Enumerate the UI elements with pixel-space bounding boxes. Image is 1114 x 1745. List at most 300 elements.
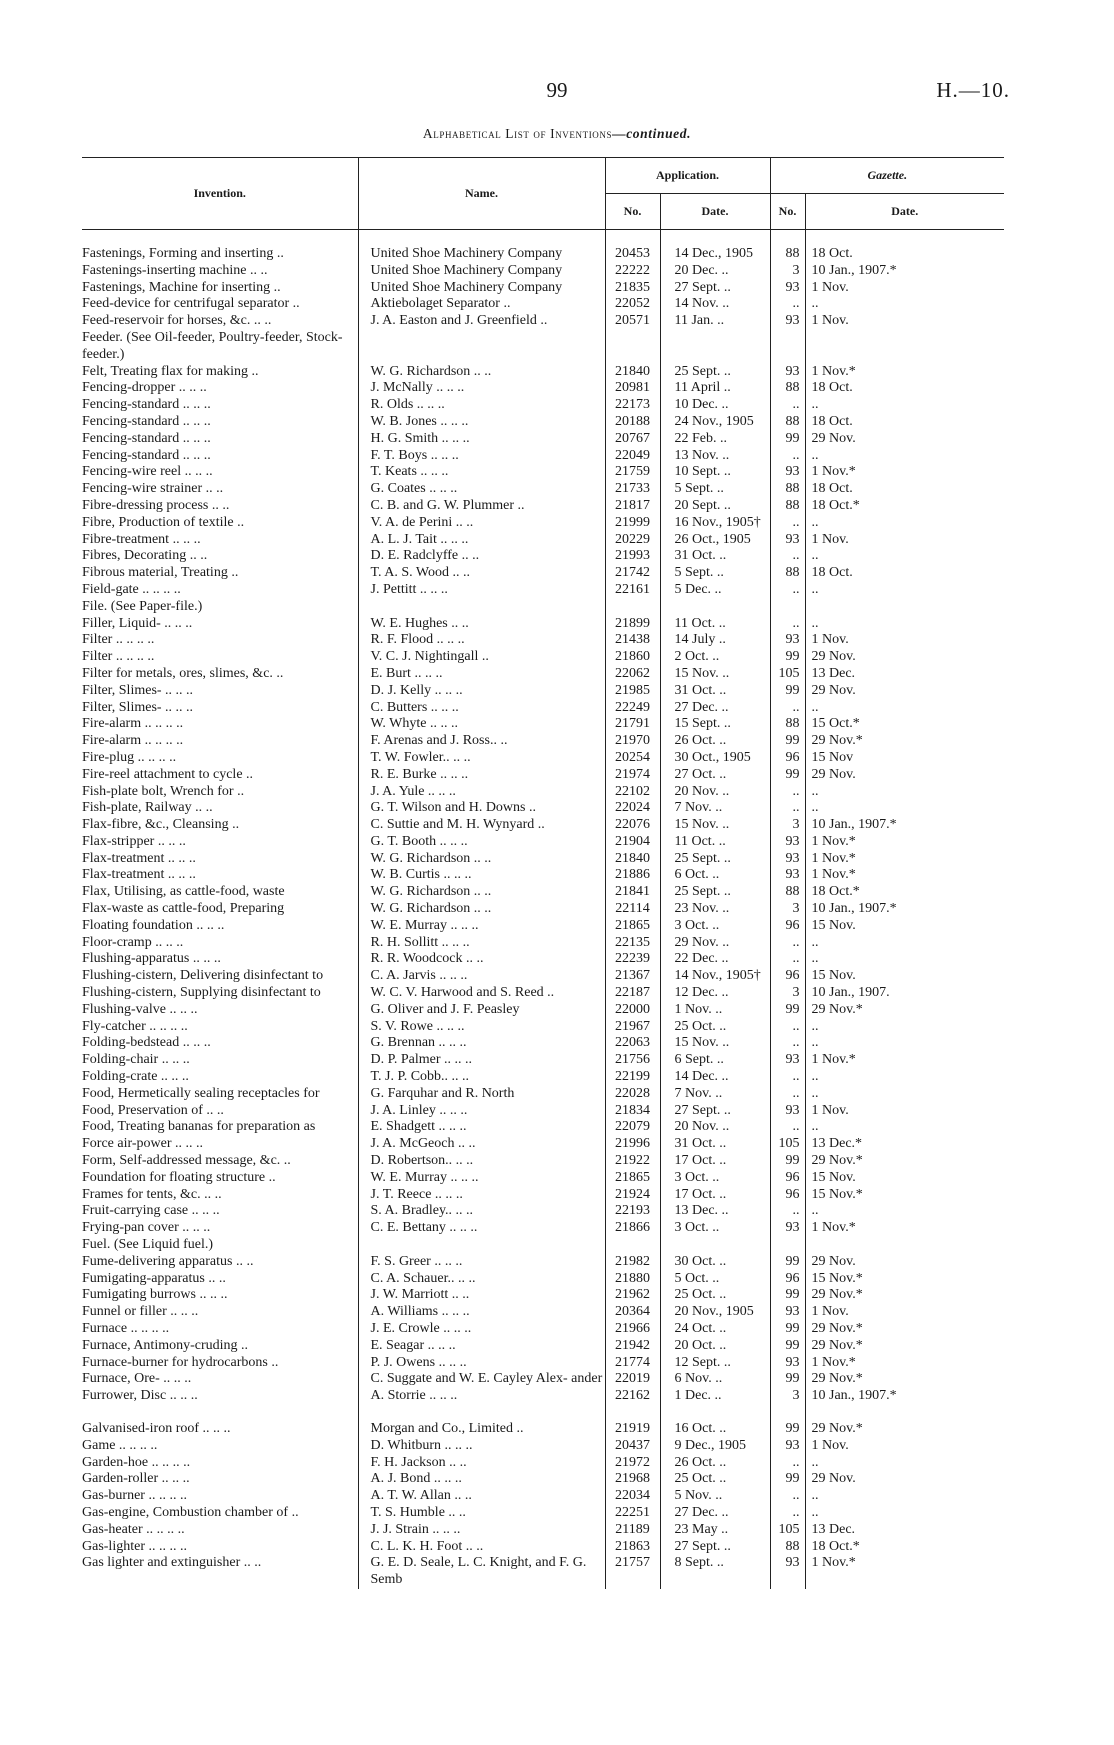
invention-cell: Fibres, Decorating .. .. xyxy=(82,548,208,564)
table-row xyxy=(82,1304,1004,1321)
name-cell: J. T. Reece .. .. .. xyxy=(358,1187,605,1204)
app-no-cell: 22019 xyxy=(605,1371,660,1388)
col-header-app-no: No. xyxy=(605,194,660,230)
app-date-cell: 14 Dec. .. xyxy=(660,1069,770,1086)
app-date-cell: 24 Nov., 1905 xyxy=(660,414,770,431)
app-no-cell: 21817 xyxy=(605,498,660,515)
table-row xyxy=(82,582,1004,599)
gazette-date-cell: 15 Nov. xyxy=(805,918,1004,935)
table-row xyxy=(82,1103,1004,1120)
invention-cell: Garden-roller .. .. .. xyxy=(82,1471,190,1487)
invention-cell: Folding-bedstead .. .. .. xyxy=(82,1035,211,1051)
app-no-cell: 22062 xyxy=(605,666,660,683)
table-row xyxy=(82,985,1004,1002)
name-cell: C. Suttie and M. H. Wynyard .. xyxy=(358,817,605,834)
table-row xyxy=(82,1237,1004,1254)
table-row xyxy=(82,1035,1004,1052)
app-date-cell: 10 Dec. .. xyxy=(660,397,770,414)
inventions-table xyxy=(82,157,1004,1589)
app-no-cell: 22239 xyxy=(605,951,660,968)
name-cell: A. L. J. Tait .. .. .. xyxy=(358,532,605,549)
gazette-date-cell: .. xyxy=(805,1069,1004,1086)
gazette-date-cell: 29 Nov. xyxy=(805,431,1004,448)
app-date-cell: 13 Nov. .. xyxy=(660,448,770,465)
table-row xyxy=(82,599,1004,616)
gazette-no-cell: .. xyxy=(770,1019,805,1036)
invention-cell: Flax-waste as cattle-food, Preparing xyxy=(82,901,285,917)
app-date-cell: 12 Dec. .. xyxy=(660,985,770,1002)
gazette-date-cell: .. xyxy=(805,1488,1004,1505)
page-number: 99 xyxy=(546,78,568,102)
gazette-date-cell: 29 Nov.* xyxy=(805,1421,1004,1438)
name-cell: T. J. P. Cobb.. .. .. xyxy=(358,1069,605,1086)
gazette-date-cell: 15 Nov. xyxy=(805,968,1004,985)
app-no-cell: 20767 xyxy=(605,431,660,448)
gazette-date-cell: 1 Nov. xyxy=(805,1103,1004,1120)
name-cell: G. T. Booth .. .. .. xyxy=(358,834,605,851)
invention-cell: Game .. .. .. .. xyxy=(82,1437,158,1453)
name-cell: G. Farquhar and R. North xyxy=(358,1086,605,1103)
app-no-cell: 22000 xyxy=(605,1002,660,1019)
name-cell: C. B. and G. W. Plummer .. xyxy=(358,498,605,515)
invention-cell: Fencing-standard .. .. .. xyxy=(82,413,211,429)
invention-cell: Field-gate .. .. .. .. xyxy=(82,581,181,597)
table-row xyxy=(82,481,1004,498)
gazette-no-cell: .. xyxy=(770,1119,805,1136)
gazette-date-cell: .. xyxy=(805,1035,1004,1052)
invention-cell: Feed-device for centrifugal separator .. xyxy=(82,296,300,312)
gazette-date-cell: 18 Oct. xyxy=(805,481,1004,498)
table-row xyxy=(82,313,1004,330)
gazette-date-cell: .. xyxy=(805,397,1004,414)
name-cell: R. H. Sollitt .. .. .. xyxy=(358,935,605,952)
table-row xyxy=(82,364,1004,381)
app-date-cell: 25 Sept. .. xyxy=(660,884,770,901)
table-row xyxy=(82,884,1004,901)
app-date-cell: 31 Oct. .. xyxy=(660,548,770,565)
table-row xyxy=(82,414,1004,431)
app-date-cell: 25 Oct. .. xyxy=(660,1019,770,1036)
app-no-cell: 21835 xyxy=(605,280,660,297)
invention-cell: Foundation for floating structure .. xyxy=(82,1169,276,1185)
name-cell: F. Arenas and J. Ross.. .. xyxy=(358,733,605,750)
table-row xyxy=(82,1019,1004,1036)
name-cell: S. A. Bradley.. .. .. xyxy=(358,1203,605,1220)
col-header-app-date: Date. xyxy=(660,194,770,230)
app-no-cell: 21968 xyxy=(605,1471,660,1488)
table-row xyxy=(82,464,1004,481)
gazette-no-cell: 96 xyxy=(770,1170,805,1187)
gazette-no-cell: 96 xyxy=(770,1271,805,1288)
name-cell: F. S. Greer .. .. .. xyxy=(358,1254,605,1271)
name-cell: R. Olds .. .. .. xyxy=(358,397,605,414)
gazette-date-cell: 29 Nov.* xyxy=(805,733,1004,750)
gazette-date-cell: 29 Nov. xyxy=(805,1471,1004,1488)
gazette-no-cell: 88 xyxy=(770,498,805,515)
gazette-date-cell: .. xyxy=(805,448,1004,465)
table-row xyxy=(82,1220,1004,1237)
invention-cell: Gas-heater .. .. .. .. xyxy=(82,1521,185,1537)
gazette-no-cell: 99 xyxy=(770,733,805,750)
app-date-cell: 22 Feb. .. xyxy=(660,431,770,448)
gazette-no-cell: .. xyxy=(770,1203,805,1220)
app-date-cell: 1 Dec. .. xyxy=(660,1388,770,1405)
gazette-date-cell: 15 Oct.* xyxy=(805,716,1004,733)
gazette-no-cell: .. xyxy=(770,1505,805,1522)
table-row xyxy=(82,1488,1004,1505)
app-no-cell: 21967 xyxy=(605,1019,660,1036)
gazette-no-cell: .. xyxy=(770,616,805,633)
gazette-date-cell: 1 Nov. xyxy=(805,1304,1004,1321)
app-no-cell: 21886 xyxy=(605,867,660,884)
col-header-gaz-date: Date. xyxy=(805,194,1004,230)
gazette-date-cell: 29 Nov. xyxy=(805,683,1004,700)
invention-cell: Filler, Liquid- .. .. .. xyxy=(82,615,193,631)
gazette-date-cell: 1 Nov.* xyxy=(805,364,1004,381)
app-date-cell: 5 Sept. .. xyxy=(660,481,770,498)
app-no-cell: 21189 xyxy=(605,1522,660,1539)
name-cell: United Shoe Machinery Company xyxy=(358,263,605,280)
app-date-cell: 6 Sept. .. xyxy=(660,1052,770,1069)
table-row xyxy=(82,498,1004,515)
gazette-no-cell: 88 xyxy=(770,884,805,901)
gazette-date-cell: 15 Nov.* xyxy=(805,1271,1004,1288)
name-cell: V. A. de Perini .. .. xyxy=(358,515,605,532)
gazette-no-cell: 105 xyxy=(770,1522,805,1539)
invention-cell: Feed-reservoir for horses, &c. .. .. xyxy=(82,313,272,329)
name-cell: United Shoe Machinery Company xyxy=(358,280,605,297)
name-cell: J. A. Yule .. .. .. xyxy=(358,784,605,801)
gazette-date-cell: 10 Jan., 1907. xyxy=(805,985,1004,1002)
gazette-date-cell: 1 Nov. xyxy=(805,632,1004,649)
name-cell: P. J. Owens .. .. .. xyxy=(358,1355,605,1372)
gazette-date-cell: 15 Nov xyxy=(805,750,1004,767)
table-row xyxy=(82,515,1004,532)
app-date-cell: 9 Dec., 1905 xyxy=(660,1438,770,1455)
app-date-cell: 27 Dec. .. xyxy=(660,700,770,717)
name-cell: T. W. Fowler.. .. .. xyxy=(358,750,605,767)
name-cell: A. T. W. Allan .. .. xyxy=(358,1488,605,1505)
gazette-no-cell: .. xyxy=(770,1086,805,1103)
app-date-cell: 14 Nov., 1905† xyxy=(660,968,770,985)
app-date-cell: 27 Sept. .. xyxy=(660,280,770,297)
gazette-no-cell: 99 xyxy=(770,1321,805,1338)
app-date-cell: 27 Sept. .. xyxy=(660,1103,770,1120)
name-cell: W. C. V. Harwood and S. Reed .. xyxy=(358,985,605,1002)
app-no-cell: 22049 xyxy=(605,448,660,465)
app-no-cell xyxy=(605,1237,660,1254)
gazette-no-cell: .. xyxy=(770,1069,805,1086)
gazette-no-cell: .. xyxy=(770,1455,805,1472)
gazette-no-cell: 3 xyxy=(770,263,805,280)
table-row xyxy=(82,851,1004,868)
invention-cell: Furnace, Antimony-cruding .. xyxy=(82,1337,249,1353)
gazette-date-cell: 10 Jan., 1907.* xyxy=(805,263,1004,280)
gazette-no-cell: 93 xyxy=(770,1220,805,1237)
app-no-cell: 21970 xyxy=(605,733,660,750)
table-row xyxy=(82,280,1004,297)
app-date-cell: 11 Jan. .. xyxy=(660,313,770,330)
gazette-date-cell: 29 Nov. xyxy=(805,767,1004,784)
app-date-cell: 3 Oct. .. xyxy=(660,918,770,935)
app-no-cell: 21367 xyxy=(605,968,660,985)
invention-cell: Filter for metals, ores, slimes, &c. .. xyxy=(82,665,284,681)
gazette-no-cell: 93 xyxy=(770,1052,805,1069)
name-cell xyxy=(358,330,605,364)
gazette-no-cell: 3 xyxy=(770,1388,805,1405)
app-date-cell: 5 Nov. .. xyxy=(660,1488,770,1505)
app-date-cell: 20 Oct. .. xyxy=(660,1338,770,1355)
invention-cell: Furnace .. .. .. .. xyxy=(82,1321,170,1336)
gazette-date-cell: 29 Nov.* xyxy=(805,1002,1004,1019)
name-cell: Aktiebolaget Separator .. xyxy=(358,296,605,313)
table-row xyxy=(82,532,1004,549)
gazette-no-cell: 99 xyxy=(770,1287,805,1304)
invention-cell: Gas lighter and extinguisher .. .. xyxy=(82,1555,262,1571)
app-date-cell: 25 Oct. .. xyxy=(660,1287,770,1304)
app-date-cell: 20 Nov. .. xyxy=(660,784,770,801)
gazette-no-cell: 3 xyxy=(770,817,805,834)
table-row xyxy=(82,1203,1004,1220)
app-date-cell: 5 Sept. .. xyxy=(660,565,770,582)
app-no-cell: 20571 xyxy=(605,313,660,330)
name-cell: G. E. D. Seale, L. C. Knight, and F. G. Semb xyxy=(358,1555,605,1589)
table-row xyxy=(82,784,1004,801)
gazette-no-cell: 99 xyxy=(770,1338,805,1355)
table-row xyxy=(82,800,1004,817)
invention-cell: Fibre, Production of textile .. xyxy=(82,514,245,530)
app-date-cell: 23 Nov. .. xyxy=(660,901,770,918)
name-cell: V. C. J. Nightingall .. xyxy=(358,649,605,666)
col-header-name: Name. xyxy=(358,158,605,230)
app-no-cell: 21791 xyxy=(605,716,660,733)
app-date-cell: 11 Oct. .. xyxy=(660,834,770,851)
app-no-cell: 22251 xyxy=(605,1505,660,1522)
app-no-cell: 21962 xyxy=(605,1287,660,1304)
name-cell: C. L. K. H. Foot .. .. xyxy=(358,1539,605,1556)
app-date-cell: 16 Nov., 1905† xyxy=(660,515,770,532)
app-no-cell: 22028 xyxy=(605,1086,660,1103)
gazette-no-cell: .. xyxy=(770,935,805,952)
invention-cell: Gas-burner .. .. .. .. xyxy=(82,1488,187,1504)
app-date-cell: 7 Nov. .. xyxy=(660,1086,770,1103)
app-date-cell: 7 Nov. .. xyxy=(660,800,770,817)
col-header-invention: Invention. xyxy=(82,158,358,230)
app-no-cell: 21834 xyxy=(605,1103,660,1120)
gazette-date-cell: 18 Oct. xyxy=(805,380,1004,397)
table-row xyxy=(82,1471,1004,1488)
app-date-cell: 12 Sept. .. xyxy=(660,1355,770,1372)
col-header-gazette: Gazette. xyxy=(770,158,1004,194)
invention-cell: Filter .. .. .. .. xyxy=(82,649,155,665)
table-row xyxy=(82,733,1004,750)
app-no-cell: 21860 xyxy=(605,649,660,666)
name-cell: C. A. Jarvis .. .. .. xyxy=(358,968,605,985)
app-no-cell: 21904 xyxy=(605,834,660,851)
app-no-cell: 20229 xyxy=(605,532,660,549)
gazette-no-cell: .. xyxy=(770,582,805,599)
gazette-no-cell: 99 xyxy=(770,431,805,448)
table-row xyxy=(82,1187,1004,1204)
gazette-date-cell: .. xyxy=(805,1455,1004,1472)
gazette-no-cell: 93 xyxy=(770,464,805,481)
document-reference: H.—10. xyxy=(936,78,1010,102)
invention-cell: Gas-lighter .. .. .. .. xyxy=(82,1538,187,1554)
invention-cell: Fire-reel attachment to cycle .. xyxy=(82,766,254,782)
table-row xyxy=(82,700,1004,717)
name-cell: J. J. Strain .. .. .. xyxy=(358,1522,605,1539)
gazette-date-cell: 1 Nov. xyxy=(805,280,1004,297)
app-date-cell: 14 Nov. .. xyxy=(660,296,770,313)
app-date-cell: 15 Nov. .. xyxy=(660,817,770,834)
invention-cell: Gas-engine, Combustion chamber of .. xyxy=(82,1504,299,1520)
app-date-cell: 23 May .. xyxy=(660,1522,770,1539)
table-row xyxy=(82,1321,1004,1338)
app-no-cell xyxy=(605,599,660,616)
app-date-cell: 20 Dec. .. xyxy=(660,263,770,280)
table-row xyxy=(82,1371,1004,1388)
name-cell: E. Seagar .. .. .. xyxy=(358,1338,605,1355)
name-cell: T. A. S. Wood .. .. xyxy=(358,565,605,582)
table-row xyxy=(82,1405,1004,1421)
name-cell xyxy=(358,1237,605,1254)
gazette-no-cell: 88 xyxy=(770,246,805,263)
app-no-cell: 21757 xyxy=(605,1555,660,1589)
name-cell: W. Whyte .. .. .. xyxy=(358,716,605,733)
app-no-cell: 22193 xyxy=(605,1203,660,1220)
name-cell: C. Butters .. .. .. xyxy=(358,700,605,717)
app-no-cell: 20364 xyxy=(605,1304,660,1321)
app-date-cell: 17 Oct. .. xyxy=(660,1187,770,1204)
name-cell: J. McNally .. .. .. xyxy=(358,380,605,397)
gazette-date-cell: .. xyxy=(805,548,1004,565)
gazette-date-cell: .. xyxy=(805,1019,1004,1036)
gazette-date-cell: .. xyxy=(805,1119,1004,1136)
gazette-date-cell: 1 Nov.* xyxy=(805,867,1004,884)
gazette-no-cell xyxy=(770,1405,805,1421)
table-row xyxy=(82,263,1004,280)
table-row xyxy=(82,834,1004,851)
table-row xyxy=(82,817,1004,834)
gazette-no-cell: 99 xyxy=(770,1421,805,1438)
name-cell: J. E. Crowle .. .. .. xyxy=(358,1321,605,1338)
gazette-date-cell: 13 Dec. xyxy=(805,666,1004,683)
gazette-date-cell: 10 Jan., 1907.* xyxy=(805,817,1004,834)
gazette-date-cell: 1 Nov.* xyxy=(805,851,1004,868)
gazette-no-cell: 96 xyxy=(770,968,805,985)
app-date-cell: 1 Nov. .. xyxy=(660,1002,770,1019)
app-no-cell: 22114 xyxy=(605,901,660,918)
name-cell: A. J. Bond .. .. .. xyxy=(358,1471,605,1488)
app-date-cell: 6 Oct. .. xyxy=(660,867,770,884)
table-row xyxy=(82,649,1004,666)
app-no-cell: 21974 xyxy=(605,767,660,784)
table-row xyxy=(82,918,1004,935)
gazette-date-cell: .. xyxy=(805,1505,1004,1522)
gazette-no-cell: .. xyxy=(770,1035,805,1052)
name-cell: D. Robertson.. .. .. xyxy=(358,1153,605,1170)
gazette-date-cell: 18 Oct.* xyxy=(805,884,1004,901)
table-row xyxy=(82,1002,1004,1019)
gazette-date-cell: 18 Oct. xyxy=(805,414,1004,431)
name-cell: W. B. Curtis .. .. .. xyxy=(358,867,605,884)
gazette-date-cell: 1 Nov. xyxy=(805,532,1004,549)
gazette-no-cell: .. xyxy=(770,448,805,465)
app-no-cell: 21756 xyxy=(605,1052,660,1069)
app-date-cell: 11 April .. xyxy=(660,380,770,397)
gazette-date-cell xyxy=(805,1237,1004,1254)
table-row xyxy=(82,1438,1004,1455)
invention-cell: File. (See Paper-file.) xyxy=(82,598,203,614)
app-date-cell: 27 Oct. .. xyxy=(660,767,770,784)
table-row xyxy=(82,1119,1004,1136)
app-no-cell: 20981 xyxy=(605,380,660,397)
gazette-date-cell xyxy=(805,330,1004,364)
app-date-cell: 5 Dec. .. xyxy=(660,582,770,599)
invention-cell: Feeder. (See Oil-feeder, Poultry-feeder, Stock-feeder.) xyxy=(82,329,343,362)
table-row xyxy=(82,716,1004,733)
gazette-date-cell xyxy=(805,599,1004,616)
gazette-date-cell: 1 Nov. xyxy=(805,313,1004,330)
table-row xyxy=(82,750,1004,767)
app-date-cell: 15 Sept. .. xyxy=(660,716,770,733)
app-date-cell: 27 Sept. .. xyxy=(660,1539,770,1556)
invention-cell: Form, Self-addressed message, &c. .. xyxy=(82,1153,291,1169)
name-cell: F. T. Boys .. .. .. xyxy=(358,448,605,465)
app-no-cell: 22063 xyxy=(605,1035,660,1052)
invention-cell: Fish-plate, Railway .. .. xyxy=(82,800,213,816)
table-row xyxy=(82,767,1004,784)
app-date-cell: 30 Oct., 1905 xyxy=(660,750,770,767)
gazette-date-cell: 15 Nov.* xyxy=(805,1187,1004,1204)
invention-cell: Fire-alarm .. .. .. .. xyxy=(82,716,184,732)
name-cell: R. E. Burke .. .. .. xyxy=(358,767,605,784)
list-title-main: Alphabetical List of Inventions xyxy=(422,126,613,141)
gazette-no-cell: 105 xyxy=(770,1136,805,1153)
gazette-date-cell: .. xyxy=(805,296,1004,313)
app-no-cell: 21919 xyxy=(605,1421,660,1438)
table-row xyxy=(82,1170,1004,1187)
table-row xyxy=(82,1421,1004,1438)
app-date-cell xyxy=(660,599,770,616)
app-no-cell: 21841 xyxy=(605,884,660,901)
name-cell: United Shoe Machinery Company xyxy=(358,246,605,263)
name-cell: G. Brennan .. .. .. xyxy=(358,1035,605,1052)
table-row xyxy=(82,448,1004,465)
invention-cell: Fencing-dropper .. .. .. xyxy=(82,380,207,396)
invention-cell: Furnace-burner for hydrocarbons .. xyxy=(82,1354,279,1370)
invention-cell: Fumigating-apparatus .. .. xyxy=(82,1270,226,1286)
gazette-date-cell: 15 Nov. xyxy=(805,1170,1004,1187)
name-cell: J. Pettitt .. .. .. xyxy=(358,582,605,599)
app-date-cell: 25 Oct. .. xyxy=(660,1471,770,1488)
invention-cell: Floor-cramp .. .. .. xyxy=(82,934,184,950)
name-cell: C. Suggate and W. E. Cayley Alex- ander xyxy=(358,1371,605,1388)
gazette-no-cell: 99 xyxy=(770,1254,805,1271)
app-no-cell: 22052 xyxy=(605,296,660,313)
invention-cell: Fencing-wire reel .. .. .. xyxy=(82,464,213,480)
invention-cell: Fastenings, Forming and inserting .. xyxy=(82,246,284,261)
app-no-cell: 21899 xyxy=(605,616,660,633)
name-cell: D. Whitburn .. .. .. xyxy=(358,1438,605,1455)
invention-cell: Filter .. .. .. .. xyxy=(82,632,155,648)
invention-cell: Galvanised-iron roof .. .. .. xyxy=(82,1420,231,1436)
invention-cell: Force air-power .. .. .. xyxy=(82,1136,204,1152)
app-date-cell: 26 Oct., 1905 xyxy=(660,532,770,549)
gazette-no-cell: .. xyxy=(770,951,805,968)
table-row xyxy=(82,1522,1004,1539)
app-no-cell: 21942 xyxy=(605,1338,660,1355)
